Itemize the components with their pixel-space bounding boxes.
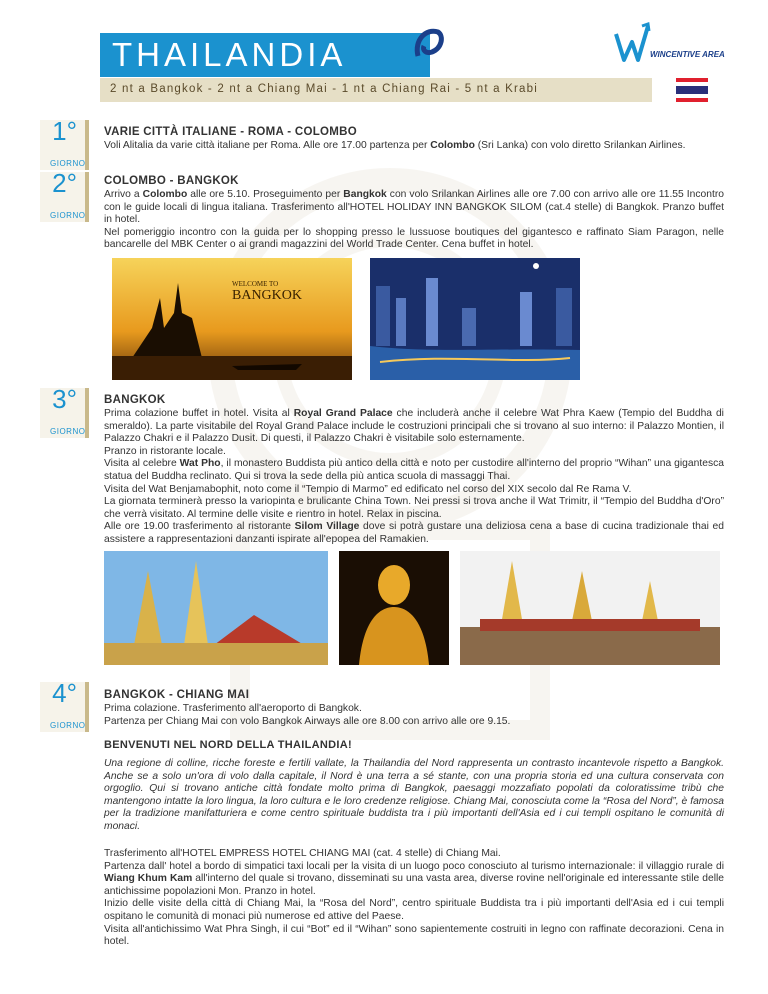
- day2-heading: COLOMBO - BANGKOK: [104, 175, 239, 187]
- day1-heading: VARIE CITTÀ ITALIANE - ROMA - COLOMBO: [104, 126, 358, 138]
- photo-grand-palace: [460, 551, 720, 665]
- swoosh-icon: [412, 26, 446, 60]
- day-marker-4: [40, 678, 89, 732]
- thai-flag: [676, 78, 708, 102]
- day3-text: Prima colazione buffet in hotel. Visita al Royal Grand Palace che includerà anche il celebre Wat Phra Kaew (Tempio del Buddha di smeraldo). La parte visitabile del Royal Grand Palace include le costruzioni principali che si trovano al suo interno: il Palazzo Montien, il Palazzo Chakri e il Palazzo Dusit. Di questi, il Palazzo Chakri è visitabile solo esternamente. Pranzo in ristorante locale. Visita al celebre Wat Pho, il monastero Buddista più antico della città e noto per custodire all'interno del proprio “Wihan” una gigantesca statua del Buddha reclinato. Qui si trova la sede della più antica scuola di massaggi Thai. Visita del Wat Benjamabophit, noto come il “Tempio di Marmo” ed edificato nel corso del XIX secolo dal Re Rama V. La giornata terminerà presso la variopinta e brulicante China Town. Nei pressi si trova anche il Wat Trimitr, il “Tempio del Buddha d'Oro” che verrà visitato. Al termine delle visite e rientro in hotel. Relax in piscina. Alle ore 19.00 trasferimento al ristorante Silom Village dove si potrà gustare una deliziosa cena a base di cucina tradizionale thai ed assistere a rappresentazioni danzanti ispirate all'epopea del Ramakien.: [104, 408, 724, 545]
- day1-text: Voli Alitalia da varie città italiane per Roma. Alle ore 17.00 partenza per Colombo (Sri Lanka) con volo diretto Srilankan Airlines.: [104, 140, 686, 151]
- day-marker-2: [40, 168, 89, 222]
- day4-subheading: BENVENUTI NEL NORD DELLA THAILANDIA!: [104, 739, 352, 751]
- logo-text: WINCENTIVE AREA: [650, 50, 725, 59]
- day4-heading: BANGKOK - CHIANG MAI: [104, 689, 250, 701]
- route-text: 2 nt a Bangkok - 2 nt a Chiang Mai - 1 nt a Chiang Rai - 5 nt a Krabi: [110, 83, 538, 95]
- photo-bangkok-night: [370, 258, 580, 380]
- day4-italic-text: Una regione di colline, ricche foreste e fertili vallate, la Thailandia del Nord rappresenta un contrasto incantevole rispetto a Bangkok. Anche se a solo un'ora di volo dalla capitale, il Nord è una terra a sé stante, con una propria storia ed una cultura conservata con orgoglio. Qui si trovano antiche città fondate molto prima di Bangkok, paesaggi mozzafiato popolati da coloratissime tribù che mantengono intatte la loro lingua, la loro cultura e le loro credenze religiose. Chiang Mai, conosciuta come la “Rosa del Nord”, è famosa per la tradizione manifatturiera e come centro spirituale buddista tra i più importanti dell'Asia ed i cui templi ospitano le comunità di monaci.: [104, 758, 724, 832]
- day3-heading: BANGKOK: [104, 394, 166, 406]
- title-banner: [100, 33, 430, 77]
- day-label: GIORNO: [50, 211, 86, 220]
- day-marker-3: [40, 384, 89, 438]
- day-number: 3°: [52, 384, 77, 414]
- day-number: 1°: [52, 116, 77, 146]
- photo-bangkok-sunset: [112, 258, 352, 380]
- day-label: GIORNO: [50, 427, 86, 436]
- day-marker-1: [40, 116, 89, 170]
- wincentive-logo: [612, 20, 752, 70]
- logo-w-icon: [612, 20, 652, 66]
- day2-text: Arrivo a Colombo alle ore 5.10. Proseguimento per Bangkok con volo Srilankan Airlines alle ore 7.00 con arrivo alle ore 11.55 Incontro con le guide locali di lingua italiana. Trasferimento all'HOTEL HOLIDAY INN BANGKOK SILOM (cat.4 stelle) di Bangkok. Pranzo buffet in hotel. Nel pomeriggio incontro con la guida per lo shopping presso le lussuose boutiques del gigantesco e raffinato Siam Paragon, nelle bancarelle del MBK Center o ai grandi magazzini del World Trade Center. Cena buffet in hotel.: [104, 189, 724, 251]
- day-number: 4°: [52, 678, 77, 708]
- photo-golden-buddha: [339, 551, 449, 665]
- photo-temple-roofs: [104, 551, 328, 665]
- day-label: GIORNO: [50, 721, 86, 730]
- day4-intro: Prima colazione. Trasferimento all'aeroporto di Bangkok. Partenza per Chiang Mai con volo Bangkok Airways alle ore 8.00 con arrivo alle ore 9.15.: [104, 703, 511, 727]
- day-label: GIORNO: [50, 159, 86, 168]
- photo-caption-small: WELCOME TO: [232, 280, 279, 288]
- route-banner: [100, 78, 652, 102]
- day-number: 2°: [52, 168, 77, 198]
- page-title: THAILANDIA: [112, 36, 347, 73]
- photo-caption-large: BANGKOK: [232, 288, 302, 303]
- day4-text: Trasferimento all'HOTEL EMPRESS HOTEL CHIANG MAI (cat. 4 stelle) di Chiang Mai. Partenza dall' hotel a bordo di simpatici taxi locali per la visita di un luogo poco conosciuto al turismo internazionale: il villaggio rurale di Wiang Khum Kam all'interno del quale si trovano, disseminati su una vasta area, diverse rovine nell'originale ed interessante stile delle antichissime popolazioni Mon. Pranzo in hotel. Inizio delle visite della città di Chiang Mai, la “Rosa del Nord”, centro spirituale Buddista tra i più importanti dell'Asia ed i cui templi ospitano le comunità di monaci più numerose ed attive del Paese. Visita all'antichissimo Wat Phra Singh, il cui “Bot” ed il “Wihan” sono sapientemente costruiti in legno con raffinate decorazioni. Cena in hotel.: [104, 848, 724, 948]
